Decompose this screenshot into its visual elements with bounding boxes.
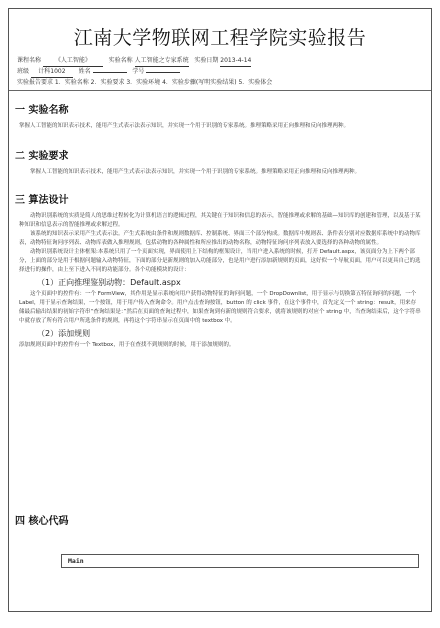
section-1-title: 一 实验名称 xyxy=(15,105,69,116)
name-label: 姓名 xyxy=(78,68,91,75)
section-4-title: 四 核心代码 xyxy=(15,516,69,527)
course-value: 《人工智能》 xyxy=(43,56,103,67)
experiment-label: 实验名称 xyxy=(108,57,133,64)
name-blank xyxy=(93,72,127,73)
experiment-value: 人工智能之专家系统 xyxy=(135,56,189,67)
date-label: 实验日期 xyxy=(194,57,219,64)
section-3-para-5: 添加规则页面中的控件有一个 Textbox，用于在查找不到规则的时候，用于添加规则的。 xyxy=(19,342,235,348)
class-label: 班级 xyxy=(17,68,30,75)
code-box xyxy=(61,554,419,568)
section-3-para-1: 动物识别系统的实质是简人的思维过程转化为计算机语言的逻辑过程，其关键在于知识和信息的表示，智能推理或求解的基础—知识库的创建和管理，以及基于某种知识和信息表示的智能推理或求解过程。 xyxy=(19,213,421,228)
section-2-text: 掌握人工智能的知识表示技术，能用产生式表示法表示知识，并实现一个用于识别的专家系统。推理策略采用正向推理和反向推理两种。 xyxy=(30,169,361,175)
section-3-title: 三 算法设计 xyxy=(15,195,69,206)
code-label: Main xyxy=(68,557,84,565)
section-3-para-4: 这个页面中的控件有：一个 FormView，其作用是显示系统向用户获得动物特征的询问问题，一个 DropDownlist，用于显示与切换第五特征询问的问题，一个 Label，用于显示查询结果，一个按钮，用于用户传入查询命令。用户点击查询按钮，button 的 click 事件，在这个事件中，首先定义一个 string：result，用来存储最后输出结果的初始字符串“查询结果是：”然后在页面的查询过程中，如果查询到有新的规则符合要求，就将该规则的对应个 string 中，当查询结束后，这个字符串中就存放了所有符合用户所选条件的规则，再将这个字符串显示在页面中的 textbox 中。 xyxy=(19,291,421,324)
meta-row-1 xyxy=(9,56,431,67)
meta-row-2 xyxy=(9,67,431,78)
requirements-line: 实验报告要求 1．实验名称 2．实验要求 3．实验环境 4．实验步骤(写明实验结果) 5．实验体会 xyxy=(17,79,273,86)
section-1-text: 掌握人工智能的知识表示技术，能用产生式表示法表示知识，并实现一个用于识别的专家系统。推理策略采用正向推理和反向推理两种。 xyxy=(19,123,350,129)
section-2-title: 二 实验要求 xyxy=(15,151,69,162)
course-label: 课程名称 xyxy=(17,57,42,64)
subsection-2-title: （2）添加规则 xyxy=(37,329,91,338)
section-3-para-3: 动物识别系统设计主体框架:本系统只用了一个页面实现，界面使用上下结构的框架设计，当用户进入系统的时候，打开 Default.aspx，该页面分为上下两个部分，上面的部分是用于根据问题输入动物特征，下面的部分是新规则的加入功能部分，也是用户进行添加新规则的页面，这好似一个导航页面，用户可以更具自己的选择进行的操作，由上至下进入不同的功能部分。各个功能模块的设计： xyxy=(19,249,421,273)
id-label: 学号 xyxy=(132,68,145,75)
header-divider xyxy=(9,90,431,91)
subsection-1-title: （1）正向推理鉴别动物：Default.aspx xyxy=(37,278,181,287)
section-3-para-2: 该系统的知识表示采用产生式表示法。产生式系统由条件和规则数据库、控制系统、界面三个部分构成。数据库中规则表、条件表分别对应数据库系统中的动物库表，动物特征询问序列表、动物库表做入推理规则，包括动物的各种属性和所应推出的动物名称，动物特征询问序列表放入要选择的各种动物的属性。 xyxy=(19,231,421,246)
date-value: 2013-4-14 xyxy=(220,56,251,67)
class-value: 计科1002 xyxy=(31,67,73,78)
report-title: 江南大学物联网工程学院实验报告 xyxy=(73,27,367,49)
id-blank xyxy=(146,72,180,73)
report-page xyxy=(8,8,432,612)
